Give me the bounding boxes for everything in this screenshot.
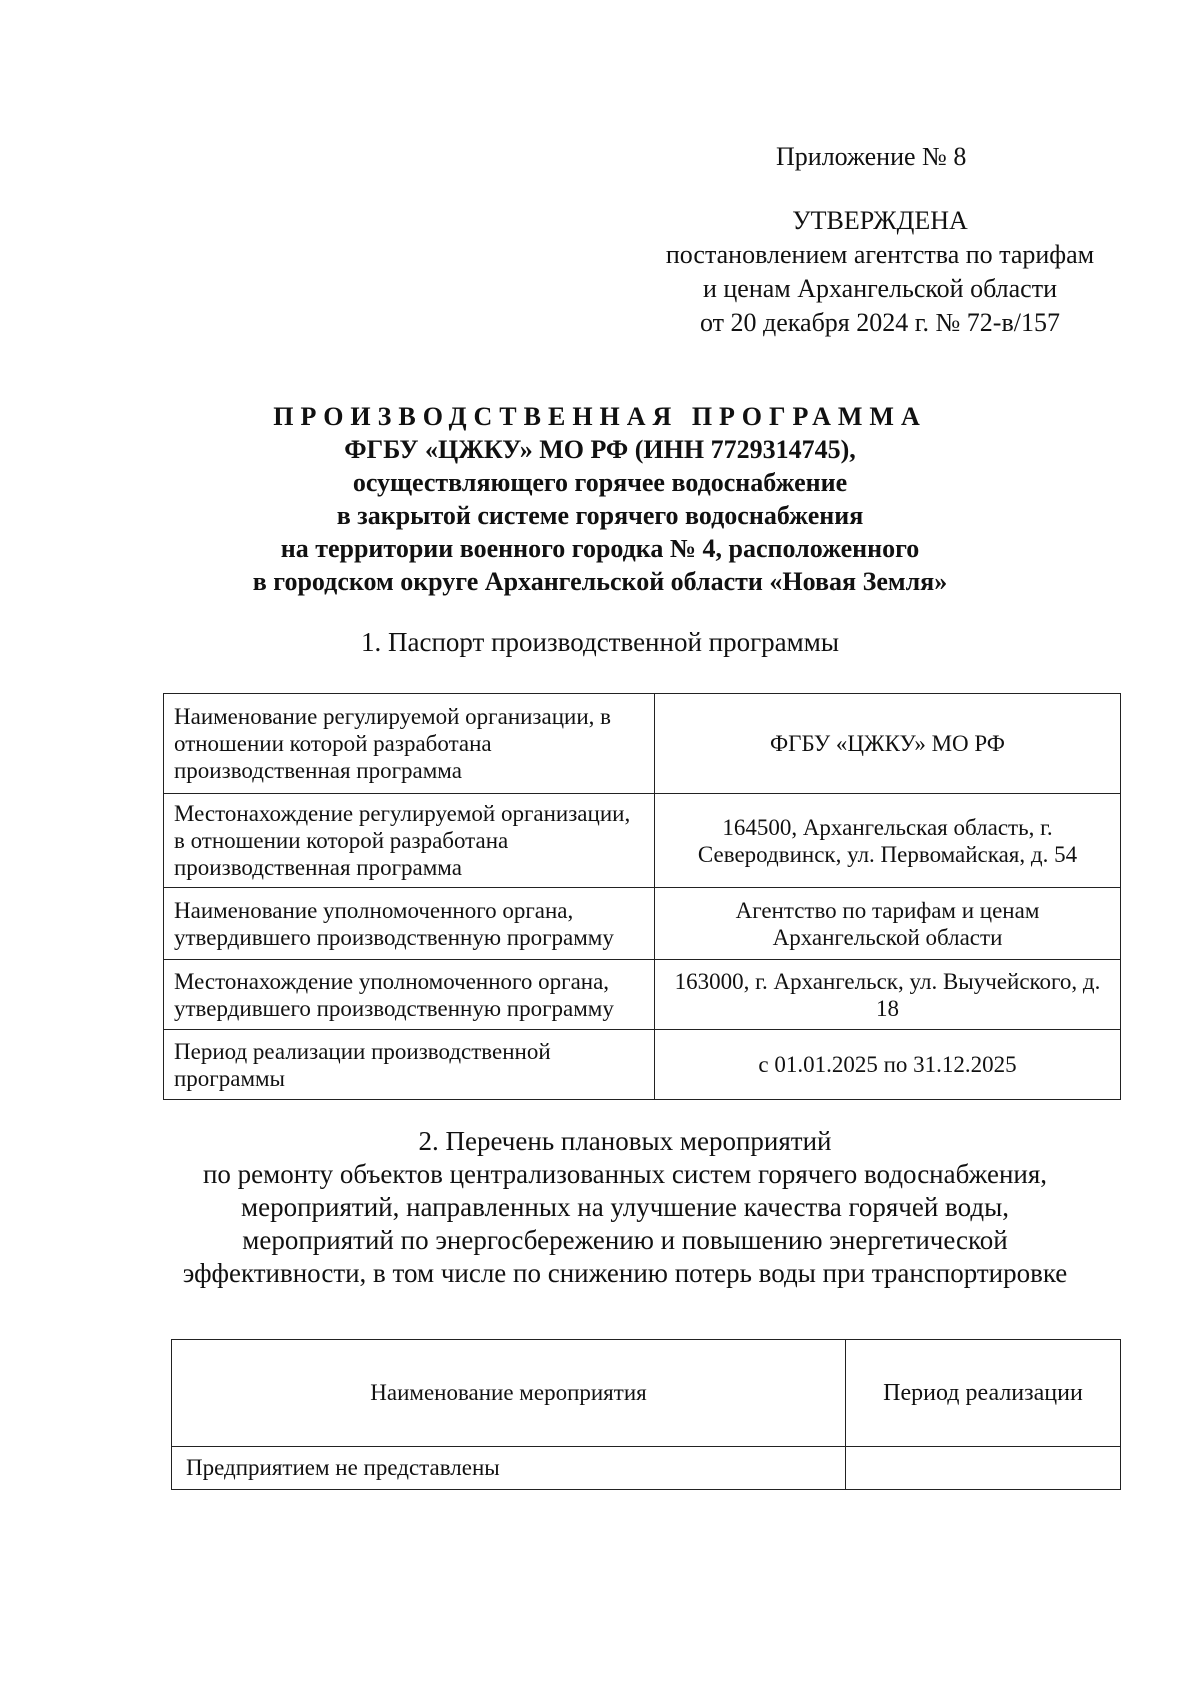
heading-line: по ремонту объектов централизованных систем горячего водоснабжения, [202,1159,1048,1189]
row-label: Местонахождение регулируемой организации, в отношении которой разработана производственная программа [164,794,655,888]
heading-line: мероприятий по энергосбережению и повышению энергетической [242,1225,1008,1255]
heading-line: 2. Перечень плановых мероприятий [418,1126,832,1156]
title-line: в городском округе Архангельской области «Новая Земля» [252,567,948,596]
table-row [172,1447,1121,1490]
column-header-period: Период реализации [846,1340,1121,1447]
document-title [180,400,1020,598]
row-label: Наименование уполномоченного органа, утвердившего производственную программу [164,888,655,960]
title-line: на территории военного городка № 4, расположенного [280,534,920,563]
title-line: осуществляющего горячее водоснабжение [352,468,848,497]
row-label: Местонахождение уполномоченного органа, утвердившего производственную программу [164,960,655,1030]
measure-name: Предприятием не представлены [172,1447,846,1490]
heading-line: мероприятий, направленных на улучшение качества горячей воды, [241,1192,1009,1222]
table-header-row [172,1340,1121,1447]
table-row [164,1030,1121,1100]
table-row [164,794,1121,888]
row-value: 164500, Архангельская область, г. Северодвинск, ул. Первомайская, д. 54 [655,794,1121,888]
approved-label: УТВЕРЖДЕНА [792,206,968,235]
column-header-name: Наименование мероприятия [172,1340,846,1447]
title-line: в закрытой системе горячего водоснабжения [336,501,864,530]
table-row [164,694,1121,794]
row-label: Период реализации производственной программы [164,1030,655,1100]
approval-line: и ценам Архангельской области [702,274,1058,303]
row-value: с 01.01.2025 по 31.12.2025 [655,1030,1121,1100]
title-line: ПРОИЗВОДСТВЕННАЯ ПРОГРАММА [273,402,927,431]
measures-table [171,1339,1121,1490]
approval-block [640,140,1120,340]
row-value: 163000, г. Архангельск, ул. Выучейского, д. 18 [655,960,1121,1030]
title-line: ФГБУ «ЦЖКУ» МО РФ (ИНН 7729314745), [344,435,856,464]
row-label: Наименование регулируемой организации, в отношении которой разработана производственная программа [164,694,655,794]
section-heading: 1. Паспорт производственной программы [361,627,839,657]
appendix-number: Приложение № 8 [776,142,967,171]
passport-table [163,693,1121,1100]
table-row [164,888,1121,960]
measure-period [846,1447,1121,1490]
row-value: ФГБУ «ЦЖКУ» МО РФ [655,694,1121,794]
section-heading [150,1125,1100,1290]
approval-date: от 20 декабря 2024 г. № 72-в/157 [700,308,1060,337]
table-row [164,960,1121,1030]
row-value: Агентство по тарифам и ценам Архангельской области [655,888,1121,960]
heading-line: эффективности, в том числе по снижению потерь воды при транспортировке [182,1258,1068,1288]
approval-line: постановлением агентства по тарифам [665,240,1095,269]
